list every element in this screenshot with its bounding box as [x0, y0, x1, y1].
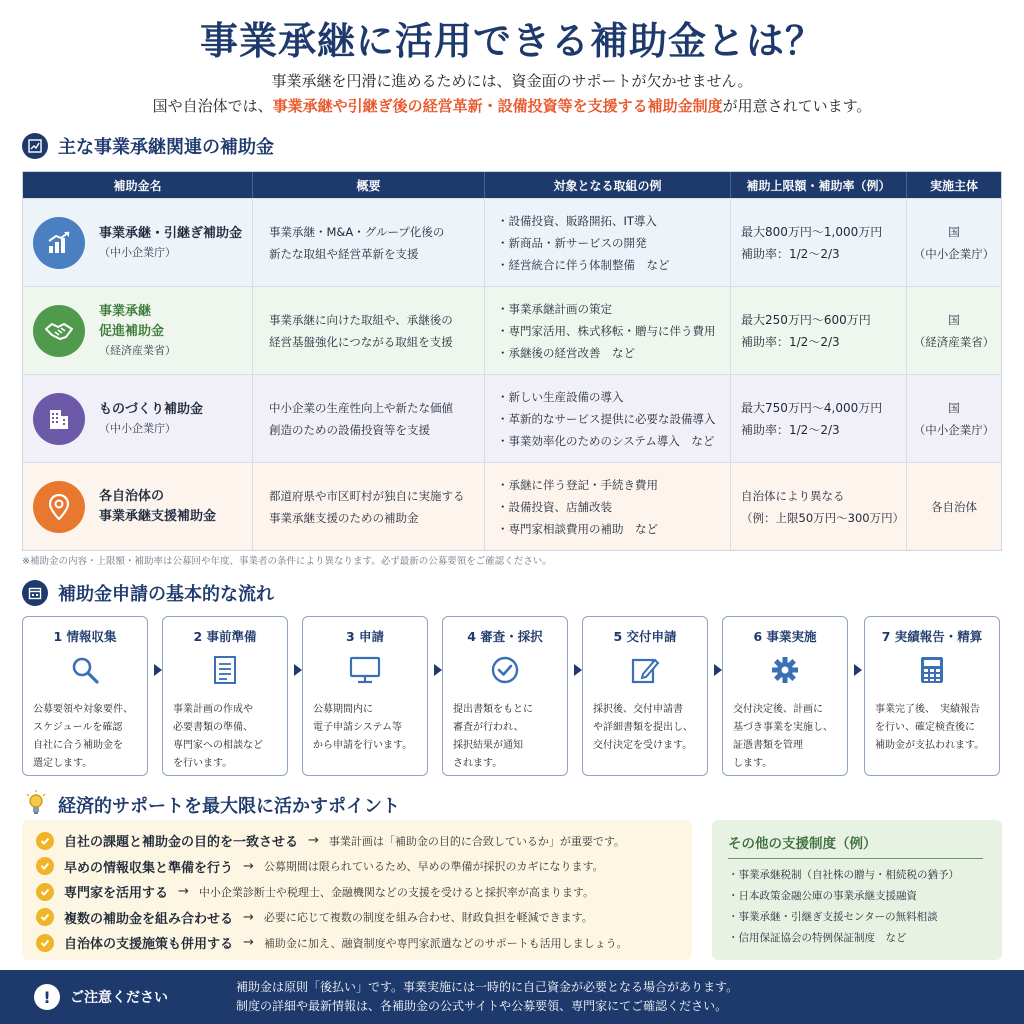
arrow-icon: → [178, 884, 189, 900]
example-item: ・専門家活用、株式移転・贈与に伴う費用 [497, 323, 716, 338]
section-flow-header [22, 580, 274, 606]
flow-arrow [574, 664, 582, 676]
table-row [23, 374, 1001, 462]
step-desc-line: 事業完了後、 実績報告 [875, 704, 980, 715]
chart-icon [22, 133, 48, 159]
org-sub: （中小企業庁） [913, 246, 995, 261]
amount-max: 自治体により異なる [741, 488, 845, 503]
subsidy-table [22, 171, 1002, 551]
step-title: 1 情報収集 [53, 629, 117, 644]
location-pin-icon [33, 481, 85, 533]
flow-step [864, 616, 1000, 776]
header-examples: 対象となる取組の例 [485, 172, 731, 198]
summary-line: 中小企業の生産性向上や新たな価値 [269, 400, 453, 415]
step-desc-line: 電子申請システム等 [313, 722, 402, 733]
arrow-icon: → [243, 935, 254, 951]
caution-label: ご注意ください [70, 990, 168, 1006]
amount-rate: 補助率：1/2〜2/3 [741, 334, 840, 349]
org-main: 国 [948, 312, 960, 327]
example-item: ・承継に伴う登記・手続き費用 [497, 477, 658, 492]
step-desc-line: 選定します。 [33, 758, 93, 769]
caution-line: 制度の詳細や最新情報は、各補助金の公式サイトや公募要領、専門家にてご確認ください。 [236, 999, 728, 1013]
header-name: 補助金名 [23, 172, 253, 198]
lead-highlight: 事業承継や引継ぎ後の経営革新・設備投資等を支援する補助金制度 [272, 97, 723, 115]
flow-arrow [714, 664, 722, 676]
step-desc-line: 公募要領や対象要件、 [33, 704, 133, 715]
subsidy-name-line2: 事業承継支援補助金 [99, 508, 217, 524]
check-icon [36, 883, 54, 901]
subsidy-name-line2: 促進補助金 [99, 323, 165, 339]
point-item [36, 854, 692, 880]
step-desc-line: 審査が行われ、 [453, 722, 524, 733]
table-row [23, 286, 1001, 374]
lead-line-2 [0, 95, 1024, 116]
flow-step [162, 616, 288, 776]
subsidy-agency: （中小企業庁） [99, 421, 176, 435]
caution-footer [0, 970, 1024, 1024]
page-title: 事業承継に活用できる補助金とは？ [199, 19, 824, 63]
building-icon [33, 393, 85, 445]
step-desc-line: 提出書類をもとに [453, 704, 533, 715]
step-desc-line: や詳細書類を提出し、 [593, 722, 693, 733]
summary-line: 事業承継に向けた取組や、承継後の [269, 312, 453, 327]
other-support-item: ・事業承継・引継ぎ支援センターの無料相談 [728, 911, 938, 923]
lightbulb-icon [26, 790, 46, 820]
subsidy-name: ものづくり補助金 [99, 401, 204, 417]
org-sub: （経済産業省） [913, 334, 995, 349]
flow-arrow [294, 664, 302, 676]
point-item [36, 828, 692, 854]
header-summary: 概要 [253, 172, 485, 198]
check-icon [36, 934, 54, 952]
org-main: 国 [948, 400, 960, 415]
section-points-title: 経済的サポートを最大限に活かすポイント [58, 796, 400, 817]
summary-line: 事業承継・M&A・グループ化後の [269, 224, 445, 239]
step-desc-line: 専門家への相談など [173, 740, 263, 751]
step-desc-line: 基づき事業を実施し、 [733, 722, 833, 733]
section-flow-title: 補助金申請の基本的な流れ [58, 584, 274, 605]
step-desc-line: を行い、確定検査後に [875, 722, 975, 733]
example-item: ・経営統合に伴う体制整備 など [497, 257, 670, 272]
lead-pre: 国や自治体では、 [152, 97, 273, 115]
point-item [36, 879, 692, 905]
example-item: ・新商品・新サービスの開発 [497, 235, 647, 250]
example-item: ・設備投資、店舗改装 [497, 499, 612, 514]
summary-line: 経営基盤強化につながる取組を支援 [269, 334, 453, 349]
document-icon [163, 655, 287, 687]
example-item: ・事業効率化のためのシステム導入 など [497, 433, 715, 448]
example-item: ・専門家相談費用の補助 など [497, 521, 658, 536]
summary-line: 事業承継支援のための補助金 [269, 510, 419, 525]
other-support-title: その他の支援制度（例） [728, 832, 983, 859]
point-item [36, 930, 692, 956]
gear-icon [723, 655, 847, 687]
header-org: 実施主体 [929, 178, 978, 193]
growth-chart-icon [33, 217, 85, 269]
other-support-item: ・事業承継税制（自社株の贈与・相続税の猶予） [728, 869, 959, 881]
lead-line-1: 事業承継を円滑に進めるためには、資金面のサポートが欠かせません。 [271, 72, 753, 90]
point-desc: 必要に応じて複数の制度を組み合わせ、財政負担を軽減できます。 [263, 911, 593, 925]
header-amount: 補助上限額・補助率（例） [731, 172, 907, 198]
table-row [23, 198, 1001, 286]
step-desc-line: 公募期間内に [313, 704, 373, 715]
subsidy-agency: （中小企業庁） [99, 245, 176, 259]
other-support-item: ・信用保証協会の特例保証制度 など [728, 932, 907, 944]
step-title: 4 審査・採択 [467, 629, 543, 644]
caution-line: 補助金は原則「後払い」です。事業実施には一時的に自己資金が必要となる場合があります。 [236, 980, 739, 994]
handshake-icon [33, 305, 85, 357]
step-desc-line: スケジュールを確認 [33, 722, 123, 733]
step-title: 5 交付申請 [613, 629, 677, 644]
example-item: ・革新的なサービス提供に必要な設備導入 [497, 411, 716, 426]
step-desc-line: から申請を行います。 [313, 740, 413, 751]
flow-step [722, 616, 848, 776]
table-header [23, 172, 1001, 198]
example-item: ・設備投資、販路開拓、IT導入 [497, 213, 657, 228]
example-item: ・新しい生産設備の導入 [497, 389, 624, 404]
step-desc-line: します。 [733, 758, 773, 769]
step-desc-line: 証憑書類を管理 [733, 740, 803, 751]
step-title: 2 事前準備 [193, 629, 257, 644]
check-circle-icon [443, 655, 567, 687]
summary-line: 新たな取組や経営革新を支援 [269, 246, 419, 261]
arrow-icon: → [308, 833, 319, 849]
edit-icon [583, 655, 707, 687]
step-desc-line: 交付決定を受けます。 [593, 740, 693, 751]
amount-rate: 補助率：1/2〜2/3 [741, 246, 840, 261]
amount-max: 最大750万円〜4,000万円 [741, 400, 883, 415]
example-item: ・事業承継計画の策定 [497, 301, 612, 316]
arrow-icon: → [243, 858, 254, 874]
section-subsidies-title: 主な事業承継関連の補助金 [58, 137, 274, 158]
check-icon [36, 908, 54, 926]
lead-post: が用意されています。 [722, 97, 872, 115]
flow-step [582, 616, 708, 776]
amount-rate: （例：上限50万円〜300万円） [741, 510, 905, 525]
step-desc-line: 必要書類の準備、 [173, 722, 253, 733]
section-points-header [22, 790, 400, 820]
summary-line: 創造のための設備投資等を支援 [269, 422, 430, 437]
flow-arrow [154, 664, 162, 676]
subsidy-name: 事業承継 [99, 303, 152, 319]
step-desc-line: 自社に合う補助金を [33, 740, 123, 751]
points-panel [22, 820, 692, 960]
flow-step [442, 616, 568, 776]
flow-step [22, 616, 148, 776]
application-flow [22, 616, 1002, 776]
amount-max: 最大800万円〜1,000万円 [741, 224, 883, 239]
flow-arrow [854, 664, 862, 676]
step-title: 6 事業実施 [753, 629, 817, 644]
flow-step [302, 616, 428, 776]
step-desc-line: 補助金が支払われます。 [875, 740, 985, 751]
check-icon [36, 857, 54, 875]
step-desc-line: 事業計画の作成や [173, 704, 253, 715]
other-support-panel [712, 820, 1002, 960]
amount-rate: 補助率：1/2〜2/3 [741, 422, 840, 437]
point-desc: 補助金に加え、融資制度や専門家派遣などのサポートも活用しましょう。 [263, 936, 628, 950]
org-main: 各自治体 [931, 499, 977, 514]
subsidy-name: 事業承継・引継ぎ補助金 [99, 225, 243, 241]
table-row [23, 462, 1001, 550]
step-desc-line: されます。 [453, 758, 503, 769]
step-title: 7 実績報告・精算 [881, 629, 983, 644]
table-note: ※補助金の内容・上限額・補助率は公募回や年度、事業者の条件により異なります。必ず最新の公募要領をご確認ください。 [22, 556, 552, 567]
subsidy-name: 各自治体の [99, 488, 165, 504]
point-desc: 事業計画は「補助金の目的に合致しているか」が重要です。 [328, 834, 626, 848]
exclamation-icon: ! [34, 984, 60, 1010]
point-title: 自治体の支援施策も併用する [64, 937, 234, 953]
point-desc: 中小企業診断士や税理士、金融機関などの支援を受けると採択率が高まります。 [198, 885, 595, 899]
magnifier-icon [23, 655, 147, 687]
example-item: ・承継後の経営改善 など [497, 345, 635, 360]
other-support-item: ・日本政策金融公庫の事業承継支援融資 [728, 890, 917, 902]
arrow-icon: → [243, 909, 254, 925]
check-icon [36, 832, 54, 850]
org-main: 国 [948, 224, 960, 239]
calculator-icon [865, 655, 999, 687]
point-desc: 公募期間は限られているため、早めの準備が採択のカギになります。 [263, 860, 604, 874]
step-title: 3 申請 [345, 629, 385, 644]
point-title: 自社の課題と補助金の目的を一致させる [64, 835, 299, 851]
summary-line: 都道府県や市区町村が独自に実施する [269, 488, 465, 503]
step-desc-line: 交付決定後、計画に [733, 704, 823, 715]
point-title: 専門家を活用する [64, 886, 169, 902]
section-subsidies-header [22, 133, 274, 159]
flow-arrow [434, 664, 442, 676]
step-desc-line: を行います。 [173, 758, 233, 769]
step-desc-line: 採択結果が通知 [453, 740, 523, 751]
step-desc-line: 採択後、交付申請書 [593, 704, 683, 715]
point-title: 早めの情報収集と準備を行う [64, 860, 234, 876]
monitor-icon [303, 655, 427, 687]
org-sub: （中小企業庁） [913, 422, 995, 437]
calendar-icon [22, 580, 48, 606]
point-title: 複数の補助金を組み合わせる [64, 911, 234, 927]
point-item [36, 905, 692, 931]
amount-max: 最大250万円〜600万円 [741, 312, 871, 327]
subsidy-agency: （経済産業省） [99, 343, 176, 357]
